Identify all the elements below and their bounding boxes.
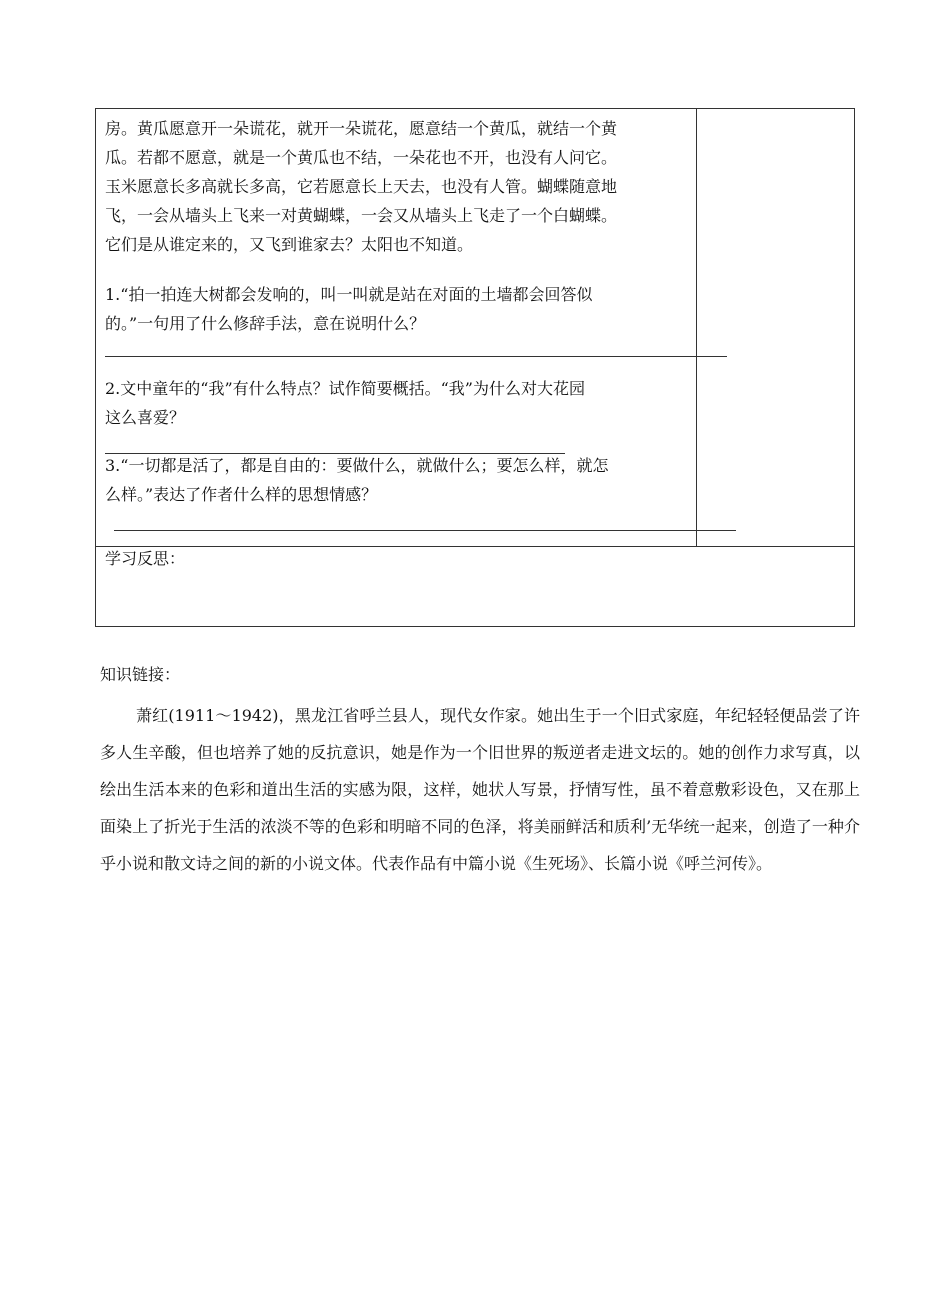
row-divider: [95, 546, 855, 547]
knowledge-heading: 知识链接：: [100, 665, 181, 684]
question-2-line-1: 2.文中童年的“我”有什么特点？试作简要概括。“我”为什么对大花园: [105, 379, 585, 398]
passage-line: 瓜。若都不愿意，就是一个黄瓜也不结，一朵花也不开，也没有人问它。: [105, 148, 618, 167]
reflection-label: 学习反思：: [105, 549, 186, 568]
passage-line: 玉米愿意长多高就长多高，它若愿意长上天去，也没有人管。蝴蝶随意地: [105, 177, 618, 196]
question-1: [105, 280, 695, 338]
column-divider: [696, 108, 697, 546]
passage-line: 飞，一会从墙头上飞来一对黄蝴蝶，一会又从墙头上飞走了一个白蝴蝶。: [105, 206, 618, 225]
answer-line-3[interactable]: [114, 530, 736, 531]
passage-excerpt: [105, 114, 695, 259]
question-3: [105, 451, 695, 509]
question-3-line-1: 3.“一切都是活了，都是自由的：要做什么，就做什么；要怎么样，就怎: [105, 456, 609, 475]
question-3-line-2: 么样。”表达了作者什么样的思想情感？: [105, 485, 378, 504]
question-1-line-2: 的。”一句用了什么修辞手法，意在说明什么？: [105, 314, 426, 333]
question-1-line-1: 1.“拍一拍连大树都会发响的，叫一叫就是站在对面的土墙都会回答似: [105, 285, 593, 304]
knowledge-paragraph: 萧红(1911～1942)，黑龙江省呼兰县人，现代女作家。她出生于一个旧式家庭，年纪轻轻便品尝了许多人生辛酸，但也培养了她的反抗意识，她是作为一个旧世界的叛逆者走进文坛的。她的创作力求写真，以绘出生活本来的色彩和道出生活的实感为限，这样，她状人写景，抒情写性，虽不着意敷彩设色，又在那上面染上了折光于生活的浓淡不等的色彩和明暗不同的色泽，将美丽鲜活和质利’无华统一起来，创造了一种介乎小说和散文诗之间的新的小说文体。代表作品有中篇小说《生死场》、长篇小说《呼兰河传》。: [100, 706, 860, 873]
passage-line: 它们是从谁定来的，又飞到谁家去？太阳也不知道。: [105, 235, 474, 254]
question-2: [105, 374, 695, 432]
passage-line: 房。黄瓜愿意开一朵谎花，就开一朵谎花，愿意结一个黄瓜，就结一个黄: [105, 119, 618, 138]
answer-line-1[interactable]: [105, 356, 727, 357]
question-2-line-2: 这么喜爱？: [105, 408, 186, 427]
